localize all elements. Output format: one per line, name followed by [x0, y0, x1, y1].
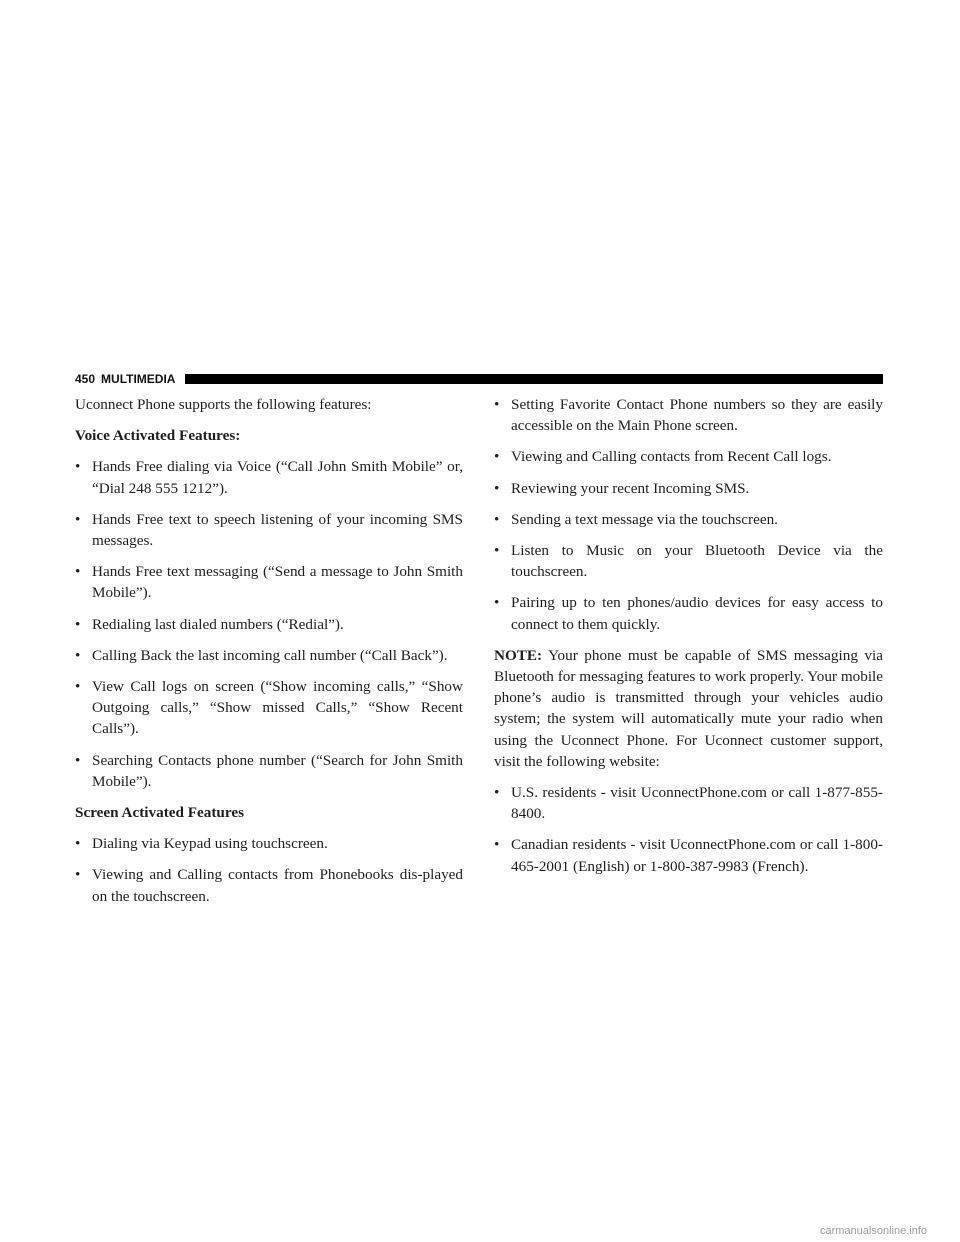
- page-header: [75, 371, 883, 387]
- bullet-icon: •: [75, 563, 81, 581]
- bullet-icon: •: [494, 836, 500, 854]
- list-item: • Calling Back the last incoming call number (“Call Back”).: [75, 645, 463, 666]
- list-item: • Reviewing your recent Incoming SMS.: [494, 478, 883, 499]
- support-list: [494, 782, 883, 877]
- note-label: NOTE:: [494, 646, 543, 664]
- note-paragraph: [494, 645, 883, 772]
- bullet-icon: •: [75, 751, 81, 769]
- list-item: • Hands Free text to speech listening of your incoming SMS messages.: [75, 510, 463, 550]
- bullet-icon: •: [75, 678, 81, 696]
- section-title: MULTIMEDIA: [101, 372, 176, 386]
- list-item: • Viewing and Calling contacts from Recent Call logs.: [494, 446, 883, 467]
- list-item: • U.S. residents - visit UconnectPhone.com or call 1-877-855-8400.: [494, 784, 883, 823]
- list-item: • Listen to Music on your Bluetooth Device via the touchscreen.: [494, 542, 883, 581]
- page-number: 450: [75, 372, 96, 386]
- list-item: • Canadian residents - visit UconnectPhone.com or call 1-800-465-2001 (English) or 1-800-387-9983 (French).: [494, 836, 883, 875]
- bullet-icon: •: [75, 458, 81, 476]
- bullet-icon: •: [75, 646, 81, 664]
- list-item: • Hands Free dialing via Voice (“Call John Smith Mobile” or, “Dial 248 555 1212”).: [75, 458, 463, 497]
- bullet-icon: •: [494, 396, 500, 413]
- watermark: carmanualsonline.info: [820, 1225, 928, 1237]
- bullet-icon: •: [494, 448, 500, 466]
- bullet-icon: •: [75, 866, 81, 884]
- bullet-icon: •: [75, 510, 81, 528]
- bullet-icon: •: [494, 594, 500, 612]
- list-item: • Pairing up to ten phones/audio devices for easy access to connect to them quickly.: [494, 594, 883, 633]
- list-item: • Hands Free text messaging (“Send a message to John Smith Mobile”).: [75, 563, 463, 602]
- bullet-icon: •: [75, 615, 81, 633]
- screen-features-list-continued: [494, 394, 883, 635]
- voice-features-heading: Voice Activated Features:: [75, 427, 241, 445]
- bullet-icon: •: [494, 784, 500, 802]
- bullet-icon: •: [75, 835, 81, 853]
- voice-features-list: [75, 456, 463, 792]
- bullet-icon: •: [494, 542, 500, 560]
- list-item: • Redialing last dialed numbers (“Redial”).: [75, 614, 463, 635]
- right-column: [494, 394, 883, 887]
- list-item: • Searching Contacts phone number (“Search for John Smith Mobile”).: [75, 751, 463, 790]
- left-column: [75, 394, 463, 917]
- bullet-icon: •: [494, 510, 500, 528]
- header-rule: [185, 374, 883, 384]
- intro-text: Uconnect Phone supports the following features:: [75, 396, 372, 413]
- list-item: • Viewing and Calling contacts from Phonebooks dis-played on the touchscreen.: [75, 866, 463, 905]
- screen-features-list: [75, 833, 463, 907]
- bullet-icon: •: [494, 479, 500, 497]
- screen-features-heading: Screen Activated Features: [75, 804, 244, 822]
- note-text: Your phone must be capable of SMS messaging via Bluetooth for messaging features to work properly. Your mobile phone’s audio is transmitted through your vehicles audio system; the system will automatically mute your radio when using the Uconnect Phone. For Uconnect customer support, visit the following website:: [494, 646, 883, 770]
- list-item: • Dialing via Keypad using touchscreen.: [75, 833, 463, 854]
- list-item: • Setting Favorite Contact Phone numbers so they are easily accessible on the Main Phone screen.: [494, 396, 883, 435]
- list-item: • View Call logs on screen (“Show incoming calls,” “Show Outgoing calls,” “Show missed Calls,” “Show Recent Calls”).: [75, 678, 463, 738]
- list-item: • Sending a text message via the touchscreen.: [494, 509, 883, 530]
